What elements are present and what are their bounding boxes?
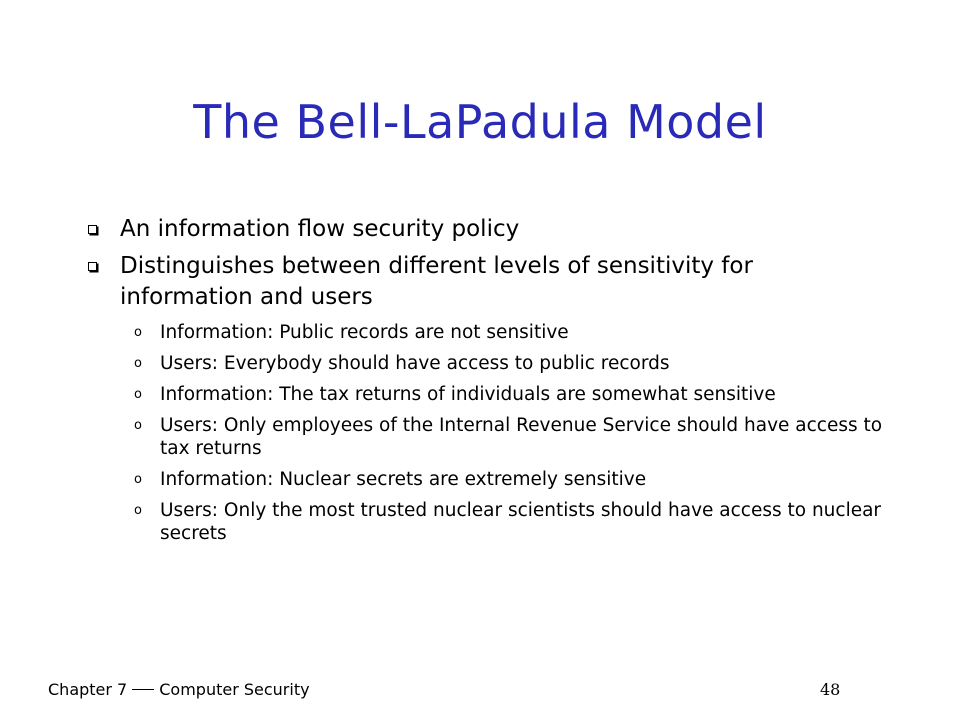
sub-bullet-point xyxy=(120,468,886,491)
o-bullet-icon: o xyxy=(134,472,142,487)
o-bullet-icon: o xyxy=(134,503,142,518)
sub-bullet-text: Information: Nuclear secrets are extremely sensitive xyxy=(160,469,647,490)
footer-section-label: Computer Security xyxy=(159,680,310,699)
sub-bullet-text: Users: Everybody should have access to public records xyxy=(160,353,670,374)
o-bullet-icon: o xyxy=(134,356,142,371)
sub-bullet-text: Information: The tax returns of individuals are somewhat sensitive xyxy=(160,384,776,405)
bullet-point xyxy=(86,214,886,245)
page-number: 48 xyxy=(820,680,841,699)
sub-bullet-text: Users: Only the most trusted nuclear scientists should have access to nuclear secrets xyxy=(160,500,882,544)
hollow-square-bullet-icon xyxy=(88,225,97,234)
sub-bullet-point xyxy=(120,414,886,460)
slide-title: The Bell-LaPadula Model xyxy=(193,95,767,149)
bullet-text: An information flow security policy xyxy=(120,216,520,242)
sub-bullet-point xyxy=(120,321,886,344)
sub-bullet-list xyxy=(120,321,886,545)
footer-dash xyxy=(132,689,154,690)
sub-bullet-point xyxy=(120,383,886,406)
footer-chapter xyxy=(48,680,310,700)
o-bullet-icon: o xyxy=(134,418,142,433)
footer-chapter-label: Chapter 7 xyxy=(48,680,128,699)
o-bullet-icon: o xyxy=(134,387,142,402)
o-bullet-icon: o xyxy=(134,325,142,340)
bullet-text: Distinguishes between different levels of sensitivity for information and users xyxy=(120,253,753,310)
bullet-point xyxy=(86,251,886,545)
sub-bullet-text: Information: Public records are not sensitive xyxy=(160,322,569,343)
sub-bullet-text: Users: Only employees of the Internal Revenue Service should have access to tax returns xyxy=(160,415,883,459)
hollow-square-bullet-icon xyxy=(88,262,97,271)
sub-bullet-point xyxy=(120,499,886,545)
sub-bullet-point xyxy=(120,352,886,375)
bullet-list xyxy=(86,214,886,553)
